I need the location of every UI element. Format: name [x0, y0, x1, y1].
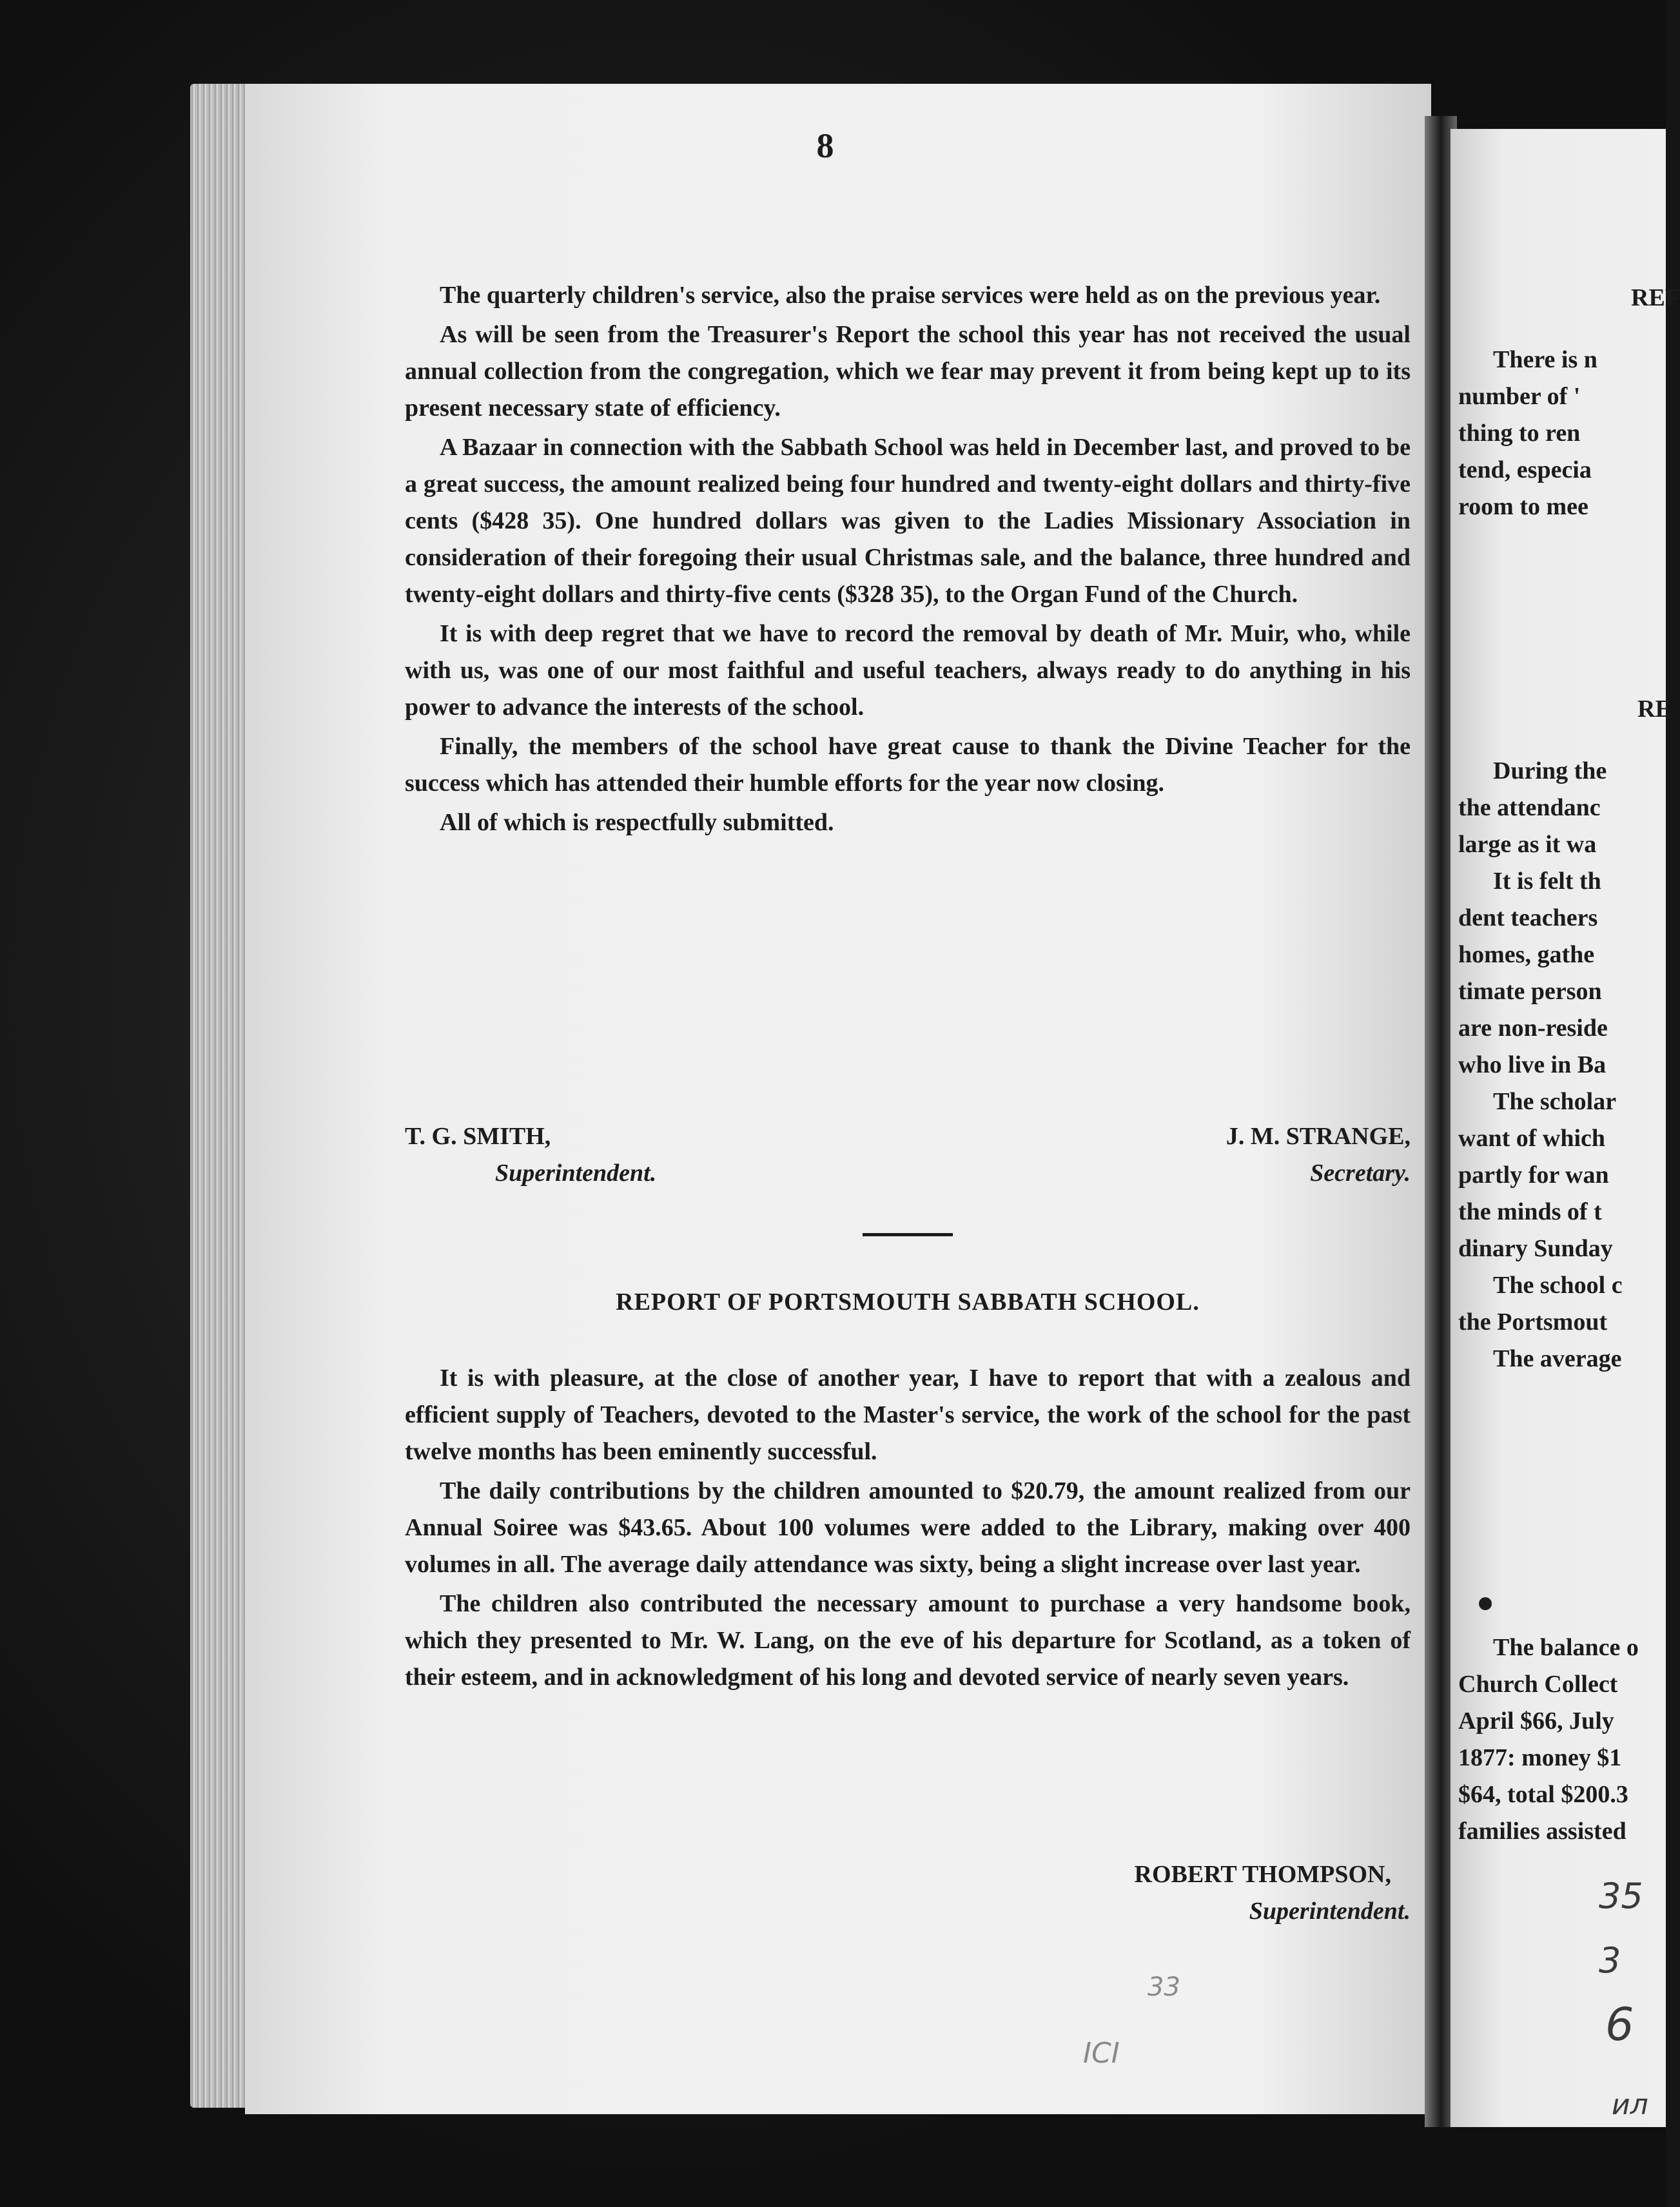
right-line: the attendanc: [1458, 794, 1601, 821]
right-line: The scholar: [1493, 1088, 1617, 1115]
right-page-block-1: [1458, 342, 1671, 525]
bullet-mark: [1479, 1597, 1492, 1610]
right-line: room to mee: [1458, 493, 1588, 520]
right-line: the Portsmout: [1458, 1308, 1608, 1336]
paragraph: All of which is respectfully submitted.: [440, 809, 834, 836]
right-line: timate person: [1458, 978, 1602, 1005]
signature-smith-title: Superintendent.: [495, 1160, 657, 1187]
right-line: $64, total $200.3: [1458, 1781, 1628, 1808]
right-page-block-2: [1458, 753, 1671, 1377]
right-line: dent teachers: [1458, 904, 1598, 931]
right-line: thing to ren: [1458, 420, 1581, 447]
right-line: 1877: money $1: [1458, 1744, 1622, 1771]
signature-thompson-name: ROBERT THOMPSON,: [1134, 1861, 1391, 1888]
signature-strange-title: Secretary.: [1310, 1160, 1411, 1187]
right-line: partly for wan: [1458, 1162, 1609, 1189]
right-line: families assisted: [1458, 1818, 1626, 1845]
right-line: number of ': [1458, 383, 1581, 410]
right-line: who live in Ba: [1458, 1051, 1607, 1078]
paragraph: Finally, the members of the school have great cause to thank the Divine Teacher for the success which has attended their humble efforts for the year now closing.: [405, 733, 1411, 797]
right-line: are non-reside: [1458, 1015, 1608, 1042]
right-page-heading-1: REF: [1631, 284, 1680, 311]
portsmouth-report-heading: REPORT OF PORTSMOUTH SABBATH SCHOOL.: [616, 1288, 1200, 1316]
signature-smith-name: T. G. SMITH,: [405, 1123, 551, 1150]
handwritten-note: 6: [1605, 1998, 1634, 2051]
paragraph: As will be seen from the Treasurer's Report the school this year has not received the usual annual collection from the congregation, which we fear may prevent it from being kept up to its present necessary state of efficiency.: [405, 321, 1411, 422]
right-line: tend, especia: [1458, 456, 1592, 483]
handwritten-note: 35: [1599, 1876, 1643, 1916]
right-line: The school c: [1493, 1272, 1623, 1299]
right-line: dinary Sunday: [1458, 1235, 1613, 1262]
handwritten-note: ICI: [1083, 2037, 1120, 2070]
paragraph: The quarterly children's service, also the praise services were held as on the previous year.: [440, 282, 1381, 309]
page-number: 8: [816, 126, 834, 165]
signature-thompson-title: Superintendent.: [1249, 1898, 1411, 1925]
paragraph: A Bazaar in connection with the Sabbath School was held in December last, and proved to be a great success, the amount realized being four hundred and twenty-eight dollars and thirty-five cents ($428 35). One hundred dollars was given to the Ladies Missionary Association in consideration of their foregoing their usual Christmas sale, and the balance, three hundred and twenty-eight dollars and thirty-five cents ($328 35), to the Organ Fund of the Church.: [405, 434, 1411, 608]
right-line: large as it wa: [1458, 831, 1597, 858]
paragraph: It is with pleasure, at the close of another year, I have to report that with a zealous and efficient supply of Teachers, devoted to the Master's service, the work of the school for the past twelve months has been eminently successful.: [405, 1365, 1411, 1465]
right-line: The balance o: [1493, 1634, 1639, 1661]
right-line: want of which: [1458, 1125, 1606, 1152]
report-text-section2: [405, 1360, 1411, 1698]
right-line: April $66, July: [1458, 1707, 1614, 1735]
right-line: homes, gathe: [1458, 941, 1595, 968]
section-divider: [863, 1233, 953, 1236]
right-line: There is n: [1493, 346, 1597, 373]
handwritten-note: 33: [1148, 1972, 1180, 2002]
report-text-section1: [405, 277, 1411, 844]
paragraph: It is with deep regret that we have to record the removal by death of Mr. Muir, who, while with us, was one of our most faithful and useful teachers, always ready to do anything in his power to advance the interests of the school.: [405, 620, 1411, 721]
handwritten-note: ил: [1612, 2088, 1648, 2121]
paragraph: The daily contributions by the children amounted to $20.79, the amount realized from our Annual Soiree was $43.65. About 100 volumes were added to the Library, making over 400 volumes in all. The average daily attendance was sixty, being a slight increase over last year.: [405, 1477, 1411, 1578]
signature-strange-name: J. M. STRANGE,: [1226, 1123, 1411, 1150]
right-line: The average: [1493, 1345, 1622, 1372]
right-page-block-3: [1458, 1629, 1671, 1850]
right-line: It is felt th: [1493, 868, 1601, 895]
right-line: During the: [1493, 757, 1607, 784]
right-page-heading-2: RE: [1637, 695, 1672, 723]
paragraph: The children also contributed the necessary amount to purchase a very handsome book, which they presented to Mr. W. Lang, on the eve of his departure for Scotland, as a token of their esteem, and in acknowledgment of his long and devoted service of nearly seven years.: [405, 1590, 1411, 1691]
right-line: the minds of t: [1458, 1198, 1602, 1225]
right-line: Church Collect: [1458, 1671, 1618, 1698]
handwritten-note: 3: [1599, 1940, 1621, 1981]
